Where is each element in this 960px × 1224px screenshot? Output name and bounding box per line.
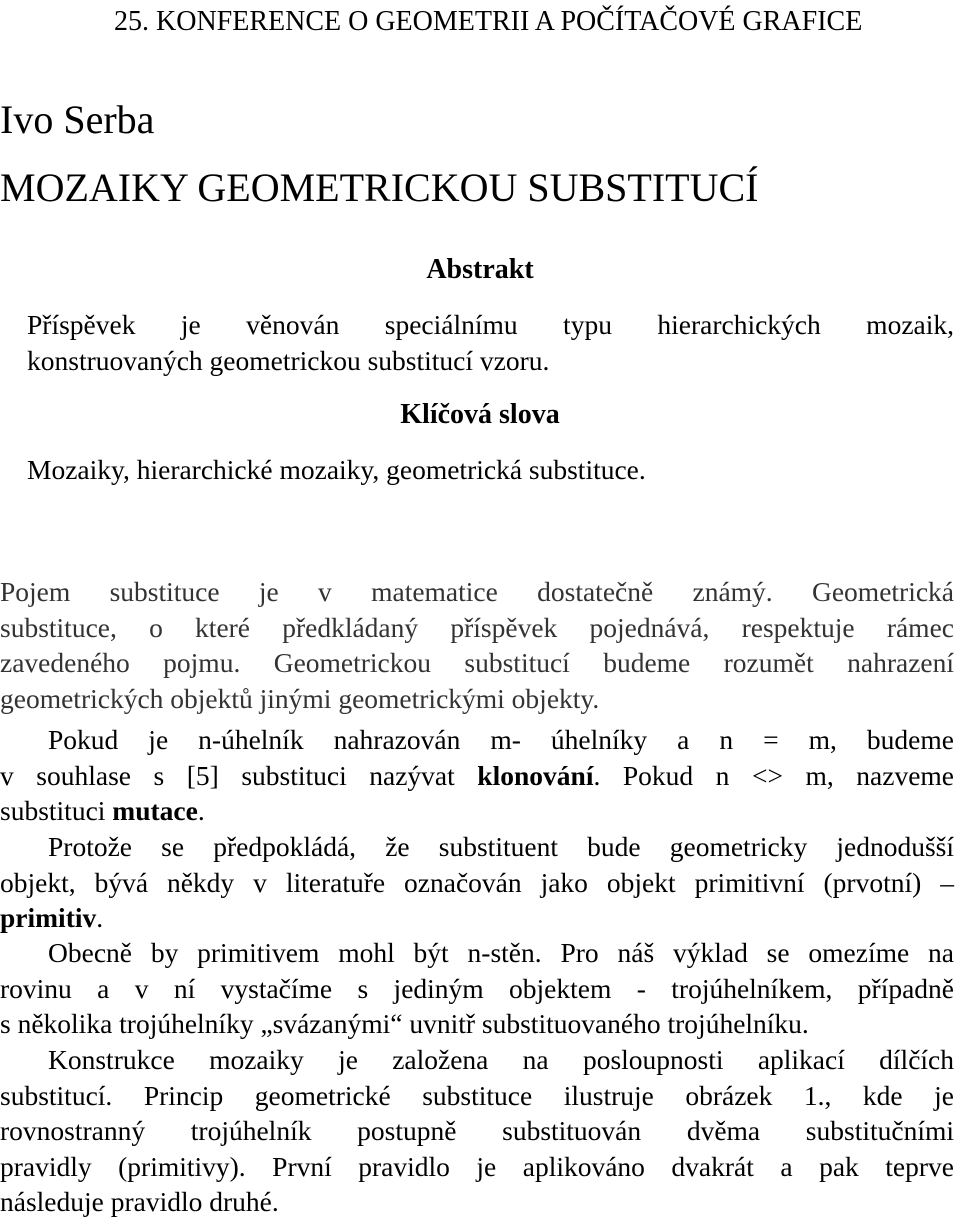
paragraph-line: objekt, bývá někdy v literatuře označován jako objekt primitivní (prvotní) – bbox=[0, 866, 954, 898]
paragraph-line: Konstrukce mozaiky je založena na posloupnosti aplikací dílčích bbox=[48, 1044, 954, 1075]
paragraph-line: Pokud je n-úhelník nahrazován m- úhelníky a n = m, budeme bbox=[48, 724, 954, 755]
paragraph-line: rovinu a v ní vystačíme s jediným objektem - trojúhelníkem, případně bbox=[0, 972, 954, 1004]
paragraph-line: Pojem substituce je v matematice dostatečně známý. Geometrická bbox=[0, 576, 954, 607]
running-header: 25. KONFERENCE O GEOMETRII A POČÍTAČOVÉ GRAFICE bbox=[114, 6, 863, 37]
keywords-text bbox=[27, 452, 954, 488]
text-run: . Pokud n <> m, nazveme bbox=[593, 759, 954, 791]
paragraph-line: pravidly (primitivy). První pravidlo je aplikováno dvakrát a pak teprve bbox=[0, 1150, 954, 1182]
paragraph-4 bbox=[0, 935, 954, 1042]
paragraph-line bbox=[0, 900, 954, 936]
abstract-text bbox=[27, 307, 954, 378]
paragraph-3 bbox=[0, 829, 954, 936]
paragraph-line: substitucí. Princip geometrické substituce ilustruje obrázek 1., kde je bbox=[0, 1079, 954, 1111]
paragraph-line: s několika trojúhelníky „svázanými“ uvnitř substituovaného trojúhelníku. bbox=[0, 1008, 809, 1039]
paragraph-2 bbox=[0, 722, 954, 829]
paragraph-line: Obecně by primitivem mohl být n-stěn. Pro náš výklad se omezíme na bbox=[48, 937, 954, 968]
term-primitiv: primitiv bbox=[0, 902, 97, 933]
paragraph-1 bbox=[0, 574, 954, 716]
paragraph-5 bbox=[0, 1042, 954, 1220]
paragraph-line: geometrických objektů jinými geometrickými objekty. bbox=[0, 682, 600, 714]
author-name: Ivo Serba bbox=[0, 97, 155, 142]
paragraph-line bbox=[0, 793, 954, 829]
text-run: substituci bbox=[0, 795, 113, 826]
paragraph-line: následuje pravidlo druhé. bbox=[0, 1186, 279, 1217]
abstract-line: Příspěvek je věnován speciálnímu typu hierarchických mozaik, bbox=[27, 309, 954, 340]
keywords-line: Mozaiky, hierarchické mozaiky, geometrická substituce. bbox=[27, 454, 646, 485]
term-mutace: mutace bbox=[112, 795, 198, 826]
abstract-line: konstruovaných geometrickou substitucí vzoru. bbox=[27, 344, 550, 376]
paragraph-line: substituce, o které předkládaný příspěvek pojednává, respektuje rámec bbox=[0, 611, 954, 643]
abstract-heading: Abstrakt bbox=[426, 254, 534, 285]
paragraph-line: Protože se předpokládá, že substituent bude geometricky jednodušší bbox=[48, 831, 954, 862]
text-run: . bbox=[197, 795, 205, 826]
text-run: v souhlase s [5] substituci nazývat bbox=[0, 759, 478, 791]
term-klonovani: klonování bbox=[477, 759, 594, 791]
text-run: . bbox=[96, 902, 104, 933]
paragraph-line: rovnostranný trojúhelník postupně substituován dvěma substitučními bbox=[0, 1115, 954, 1146]
paper-title: MOZAIKY GEOMETRICKOU SUBSTITUCÍ bbox=[0, 165, 759, 210]
paragraph-line: zavedeného pojmu. Geometrickou substitucí budeme rozumět nahrazení bbox=[0, 647, 954, 678]
paragraph-line bbox=[0, 758, 954, 794]
keywords-heading: Klíčová slova bbox=[400, 399, 560, 430]
